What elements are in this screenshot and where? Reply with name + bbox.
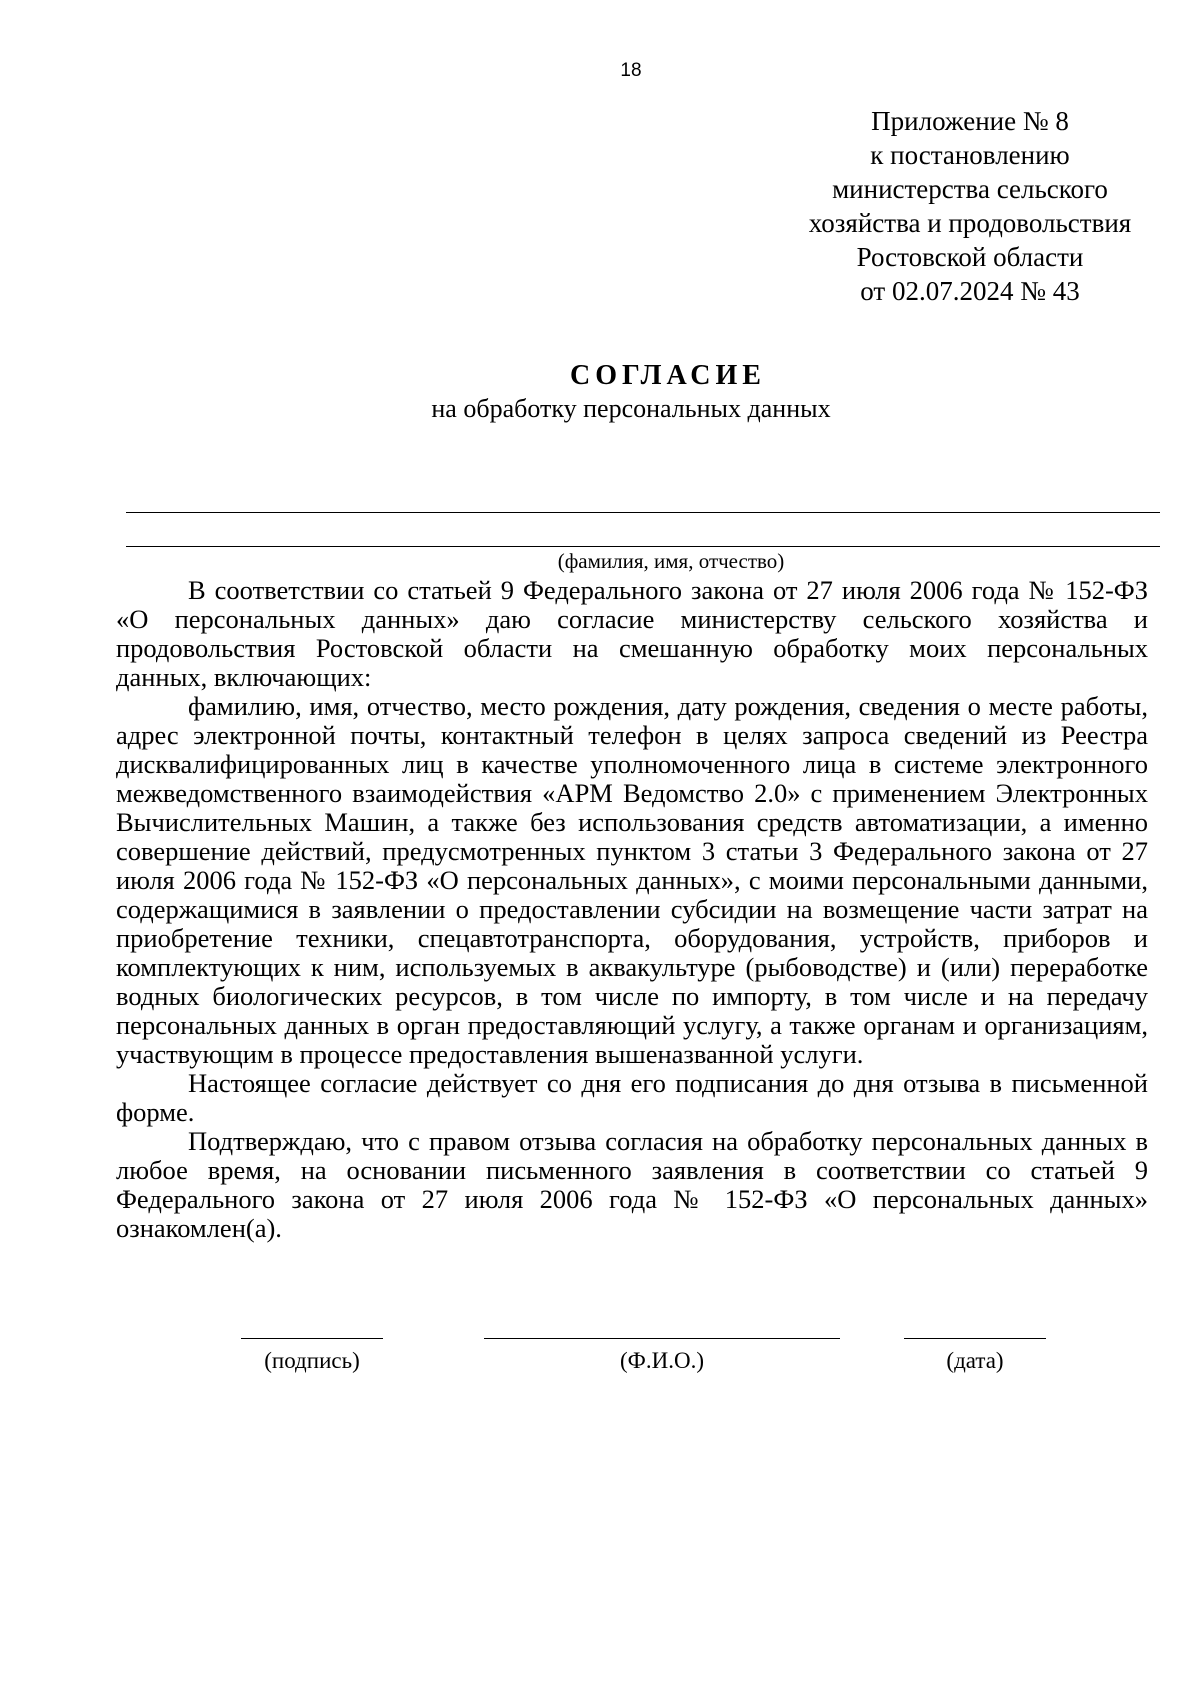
- appendix-line: от 02.07.2024 № 43: [860, 276, 1080, 306]
- document-subtitle: на обработку персональных данных: [431, 394, 831, 423]
- fio-fill-line: [126, 546, 1160, 547]
- paragraph: фамилию, имя, отчество, место рождения, дату рождения, сведения о месте работы, адрес электронной почты, контактный телефон в целях запроса сведений из Реестра дисквалифицированных лиц в качестве уполномоченного лица в системе электронного межведомственного взаимодействия «АРМ Ведомство 2.0» с применением Электронных Вычислительных Машин, а также без использования средств автоматизации, а именно совершение действий, предусмотренных пунктом 3 статьи 3 Федерального закона от 27 июля 2006 года № 152-ФЗ «О персональных данных», с моими персональными данными, содержащимися в заявлении о предоставлении субсидии на возмещение части затрат на приобретение техники, спецавтотранспорта, оборудования, устройств, приборов и комплектующих к ним, используемых в аквакультуре (рыбоводстве) и (или) переработке водных биологических ресурсов, в том числе по импорту, в том числе и на передачу персональных данных в орган предоставляющий услугу, а также органам и организациям, участвующим в процессе предоставления вышеназванной услуги.: [116, 691, 1148, 1069]
- signature-field: [241, 1338, 383, 1398]
- date-line: [904, 1338, 1046, 1339]
- name-caption: (Ф.И.О.): [620, 1348, 704, 1373]
- appendix-line: к постановлению: [870, 140, 1070, 170]
- consent-body: [116, 576, 1148, 1243]
- document-title: СОГЛАСИЕ: [570, 360, 766, 391]
- page-number: 18: [620, 60, 642, 81]
- fio-caption: (фамилия, имя, отчество): [557, 549, 785, 573]
- appendix-line: министерства сельского: [832, 174, 1108, 204]
- paragraph: Настоящее согласие действует со дня его подписания до дня отзыва в письменной форме.: [116, 1068, 1148, 1127]
- paragraph: Подтверждаю, что с правом отзыва согласия на обработку персональных данных в любое время, на основании письменного заявления в соответствии со статьей 9 Федерального закона от 27 июля 2006 года № 152-ФЗ «О персональных данных» ознакомлен(а).: [116, 1126, 1148, 1243]
- name-field: [484, 1338, 840, 1398]
- fio-fill-line: [126, 512, 1160, 513]
- date-caption: (дата): [946, 1348, 1004, 1373]
- signature-line: [241, 1338, 383, 1339]
- name-line: [484, 1338, 840, 1339]
- appendix-line: Ростовской области: [856, 242, 1084, 272]
- paragraph: В соответствии со статьей 9 Федерального закона от 27 июля 2006 года № 152-ФЗ «О персональных данных» даю согласие министерству сельского хозяйства и продовольствия Ростовской области на смешанную обработку моих персональных данных, включающих:: [116, 575, 1148, 692]
- appendix-line: Приложение № 8: [871, 106, 1069, 136]
- signature-caption: (подпись): [264, 1348, 360, 1373]
- appendix-block: [760, 104, 1180, 308]
- appendix-line: хозяйства и продовольствия: [808, 208, 1132, 238]
- date-field: [904, 1338, 1046, 1398]
